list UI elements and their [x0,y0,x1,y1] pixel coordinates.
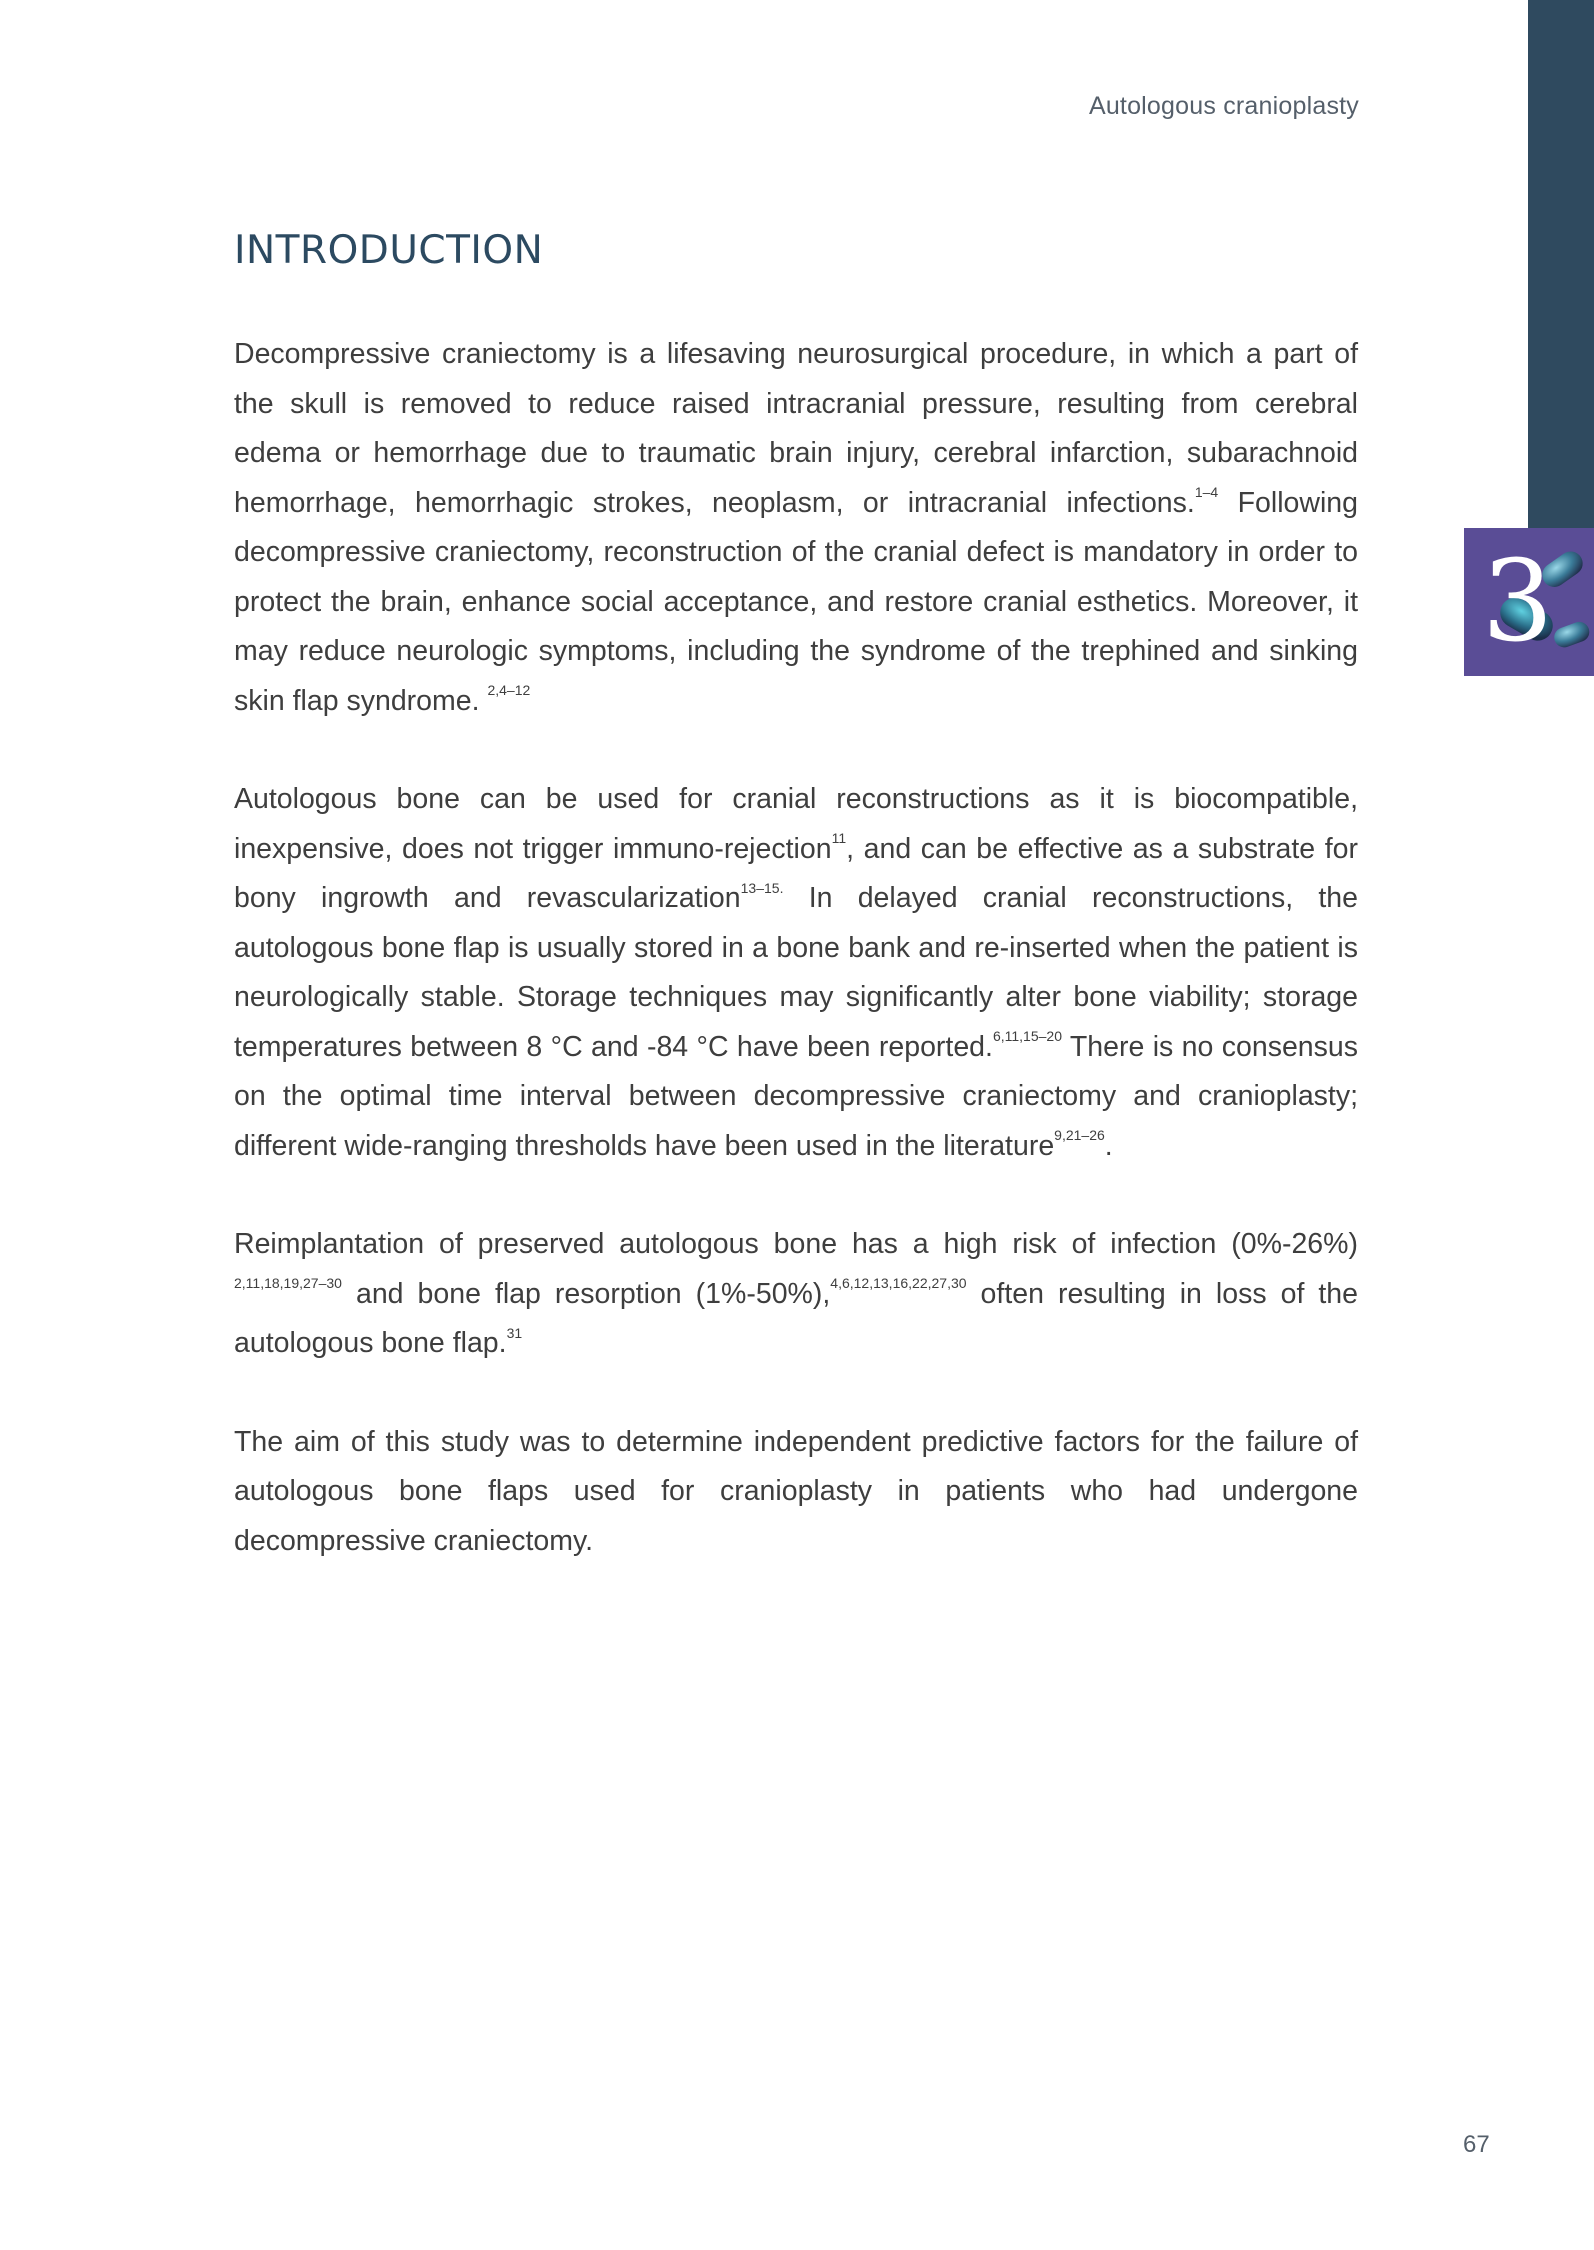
chapter-tab [1464,528,1594,676]
paragraph-1: Decompressive craniectomy is a lifesaving neurosurgical procedure, in which a part of the skull is removed to reduce raised intracranial pressure, resulting from cerebral edema or hemorrhage due to traumatic brain injury, cerebral infarction, subarachnoid hemorrhage, hemorrhagic strokes, neoplasm, or intracranial infections.$^{1-4}$ Following decompressive craniectomy, reconstruction of the cranial defect is mandatory in order to protect the brain, enhance social acceptance, and restore cranial esthetics. Moreover, it may reduce neurologic symptoms, including the syndrome of the trephined and sinking skin flap syndrome. $^{2,4-12}$ [234,338,1358,717]
chapter-number: 3 [1482,537,1554,667]
citation: 11 [831,830,847,846]
citation: 4,6,12,13,16,22,27,30 [830,1275,967,1291]
paragraph-4: The aim of this study was to determine independent predictive factors for the failure of autologous bone flaps used for cranioplasty in patients who had undergone decompressive craniectomy. [234,1425,1358,1557]
running-head: Autologous cranioplasty [1088,92,1359,120]
paragraph-3: Reimplantation of preserved autologous bone has a high risk of infection (0%-26%) $^{2,11,18,19,27-30}$ and bone flap resorption (1%-50%),$^{4,6,12,13,16,22,27,30}$ often resulting in loss of the autologous bone flap.$^{31}$ [234,1228,1358,1359]
page-number: 67 [1463,2131,1490,2158]
body-text [234,330,1358,1615]
citation: 6,11,15–20 [992,1028,1062,1044]
paragraph-2: Autologous bone can be used for cranial reconstructions as it is biocompatible, inexpensive, does not trigger immuno-rejection$^{11}$, and can be effective as a substrate for bony ingrowth and revascularization$^{13-15.}$ In delayed cranial reconstructions, the autologous bone flap is usually stored in a bone bank and re-inserted when the patient is neurologically stable. Storage techniques may significantly alter bone viability; storage temperatures between 8 °C and -84 °C have been reported.$^{6,11,15-20}$ There is no consensus on the optimal time interval between decompressive craniectomy and cranioplasty; different wide-ranging thresholds have been used in the literature$^{9,21-26}$. [234,783,1359,1162]
citation: 2,4–12 [487,682,531,698]
citation: 13–15. [740,879,784,896]
citation: 1–4 [1194,484,1219,500]
chapter-side-bar [1528,0,1594,528]
section-heading: INTRODUCTION [234,228,544,273]
citation: 31 [506,1324,523,1341]
citation: 9,21–26 [1054,1127,1105,1143]
citation: 2,11,18,19,27–30 [234,1275,342,1291]
